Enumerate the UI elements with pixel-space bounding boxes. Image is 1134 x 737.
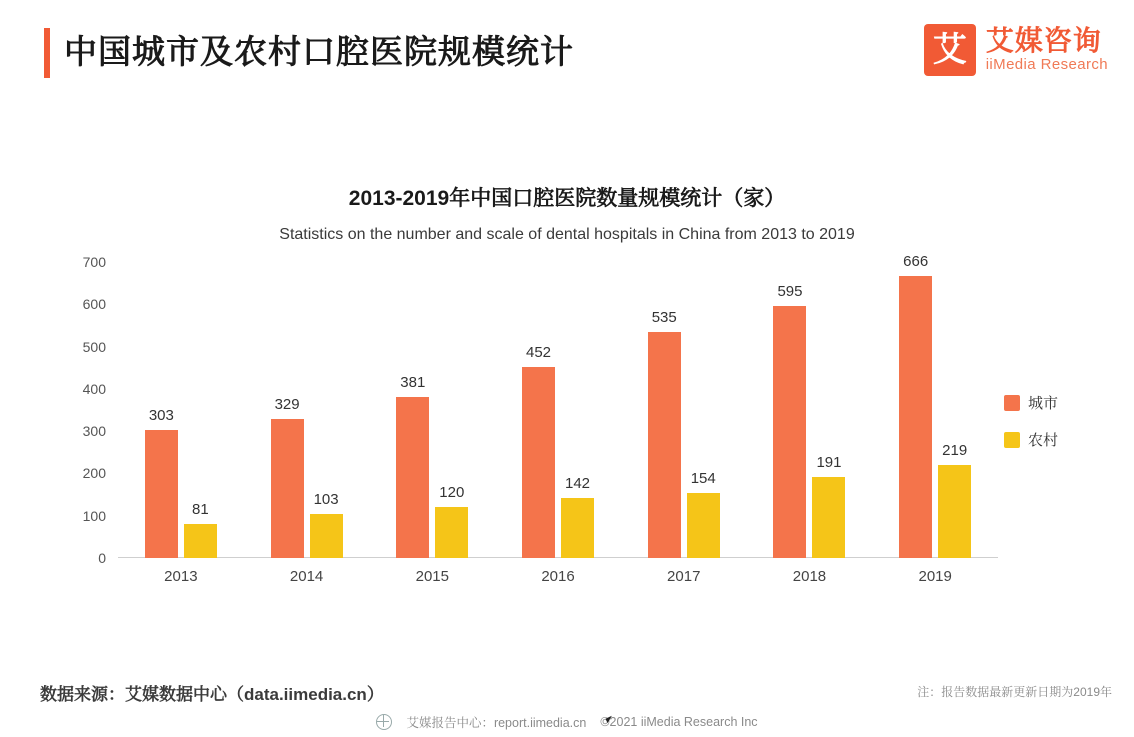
logo-text xyxy=(986,26,1108,75)
x-tick-label: 2016 xyxy=(541,568,575,585)
bar-value-label: 666 xyxy=(903,253,929,271)
footer-bar xyxy=(0,707,1134,737)
bar-group xyxy=(872,253,998,558)
y-tick-label: 200 xyxy=(82,465,106,482)
copyright-text: ©2021 iiMedia Research Inc xyxy=(600,715,758,729)
title-accent-bar xyxy=(44,28,50,78)
bar-value-label: 381 xyxy=(400,373,426,391)
bar-value-label: 191 xyxy=(816,454,842,472)
bar-groups xyxy=(118,253,998,558)
bar-农村-2016 xyxy=(561,474,594,558)
bar-农村-2019 xyxy=(938,442,971,558)
data-source-text: 数据来源：艾媒数据中心（data.iimedia.cn） xyxy=(40,685,384,704)
logo-text-cn: 艾媒咨询 xyxy=(985,24,1102,56)
brand-logo xyxy=(924,24,1108,76)
globe-icon xyxy=(376,714,392,730)
footer-note-text: 注：报告数据最新更新日期为2019年 xyxy=(917,685,1112,699)
bar-value-label: 154 xyxy=(690,469,716,487)
logo-mark-icon: 艾 xyxy=(924,24,976,76)
chart-subtitle: Statistics on the number and scale of dental hospitals in China from 2013 to 2019 xyxy=(279,226,855,243)
chart-title: 2013-2019年中国口腔医院数量规模统计（家） xyxy=(348,187,786,210)
x-tick-label: 2017 xyxy=(667,568,701,585)
bar-value-label: 595 xyxy=(777,283,803,301)
bar-value-label: 535 xyxy=(651,308,677,326)
bar-group xyxy=(621,262,747,558)
bar-value-label: 219 xyxy=(942,442,968,460)
x-tick-label: 2019 xyxy=(918,568,952,585)
bar-农村-2013 xyxy=(184,500,217,558)
legend-label: 农村 xyxy=(1028,432,1059,449)
bar-城市-2013 xyxy=(145,406,178,558)
bar-农村-2015 xyxy=(435,484,468,558)
bar-value-label: 329 xyxy=(274,395,300,413)
x-tick-label: 2018 xyxy=(792,568,827,585)
bar-group xyxy=(369,262,495,558)
bar-城市-2016 xyxy=(522,343,555,558)
x-axis-labels xyxy=(118,568,998,585)
bar-value-label: 452 xyxy=(526,343,552,361)
bar-group xyxy=(244,262,370,558)
y-tick-label: 700 xyxy=(82,254,106,270)
legend-swatch xyxy=(1004,395,1020,411)
bar-农村-2014 xyxy=(310,491,343,558)
page-title: 中国城市及农村口腔医院规模统计 xyxy=(64,33,574,70)
bar-城市-2015 xyxy=(396,373,429,558)
bar-城市-2017 xyxy=(648,308,681,558)
bar-农村-2017 xyxy=(687,469,720,558)
bar-value-label: 103 xyxy=(313,491,339,509)
bar-value-label: 303 xyxy=(148,406,174,424)
bar-农村-2018 xyxy=(812,454,845,558)
bar-value-label: 81 xyxy=(192,500,209,518)
legend-item-城市[interactable] xyxy=(1004,392,1058,413)
header xyxy=(0,0,1134,112)
y-tick-label: 100 xyxy=(82,507,106,524)
bar-城市-2018 xyxy=(773,283,806,558)
chart-plot-area xyxy=(82,253,998,566)
chart-legend xyxy=(1004,392,1058,466)
y-tick-label: 400 xyxy=(82,380,106,397)
y-tick-label: 300 xyxy=(82,423,106,440)
bar-group xyxy=(118,262,244,558)
bar-城市-2014 xyxy=(271,395,304,558)
legend-swatch xyxy=(1004,432,1020,448)
bar-value-label: 120 xyxy=(439,484,465,502)
x-tick-label: 2015 xyxy=(415,568,449,585)
logo-text-en: iiMedia Research xyxy=(985,56,1108,74)
y-tick-label: 0 xyxy=(98,550,106,566)
legend-item-农村[interactable] xyxy=(1004,429,1058,450)
x-tick-label: 2013 xyxy=(164,568,198,585)
y-tick-label: 600 xyxy=(82,296,106,313)
y-tick-label: 500 xyxy=(82,338,106,355)
bar-城市-2019 xyxy=(899,253,932,558)
report-center-link[interactable]: 艾媒报告中心：report.iimedia.cn xyxy=(406,716,587,730)
bar-group xyxy=(747,262,873,558)
bar-value-label: 142 xyxy=(565,474,591,492)
legend-label: 城市 xyxy=(1028,395,1059,412)
bar-group xyxy=(495,262,621,558)
x-tick-label: 2014 xyxy=(289,568,324,585)
